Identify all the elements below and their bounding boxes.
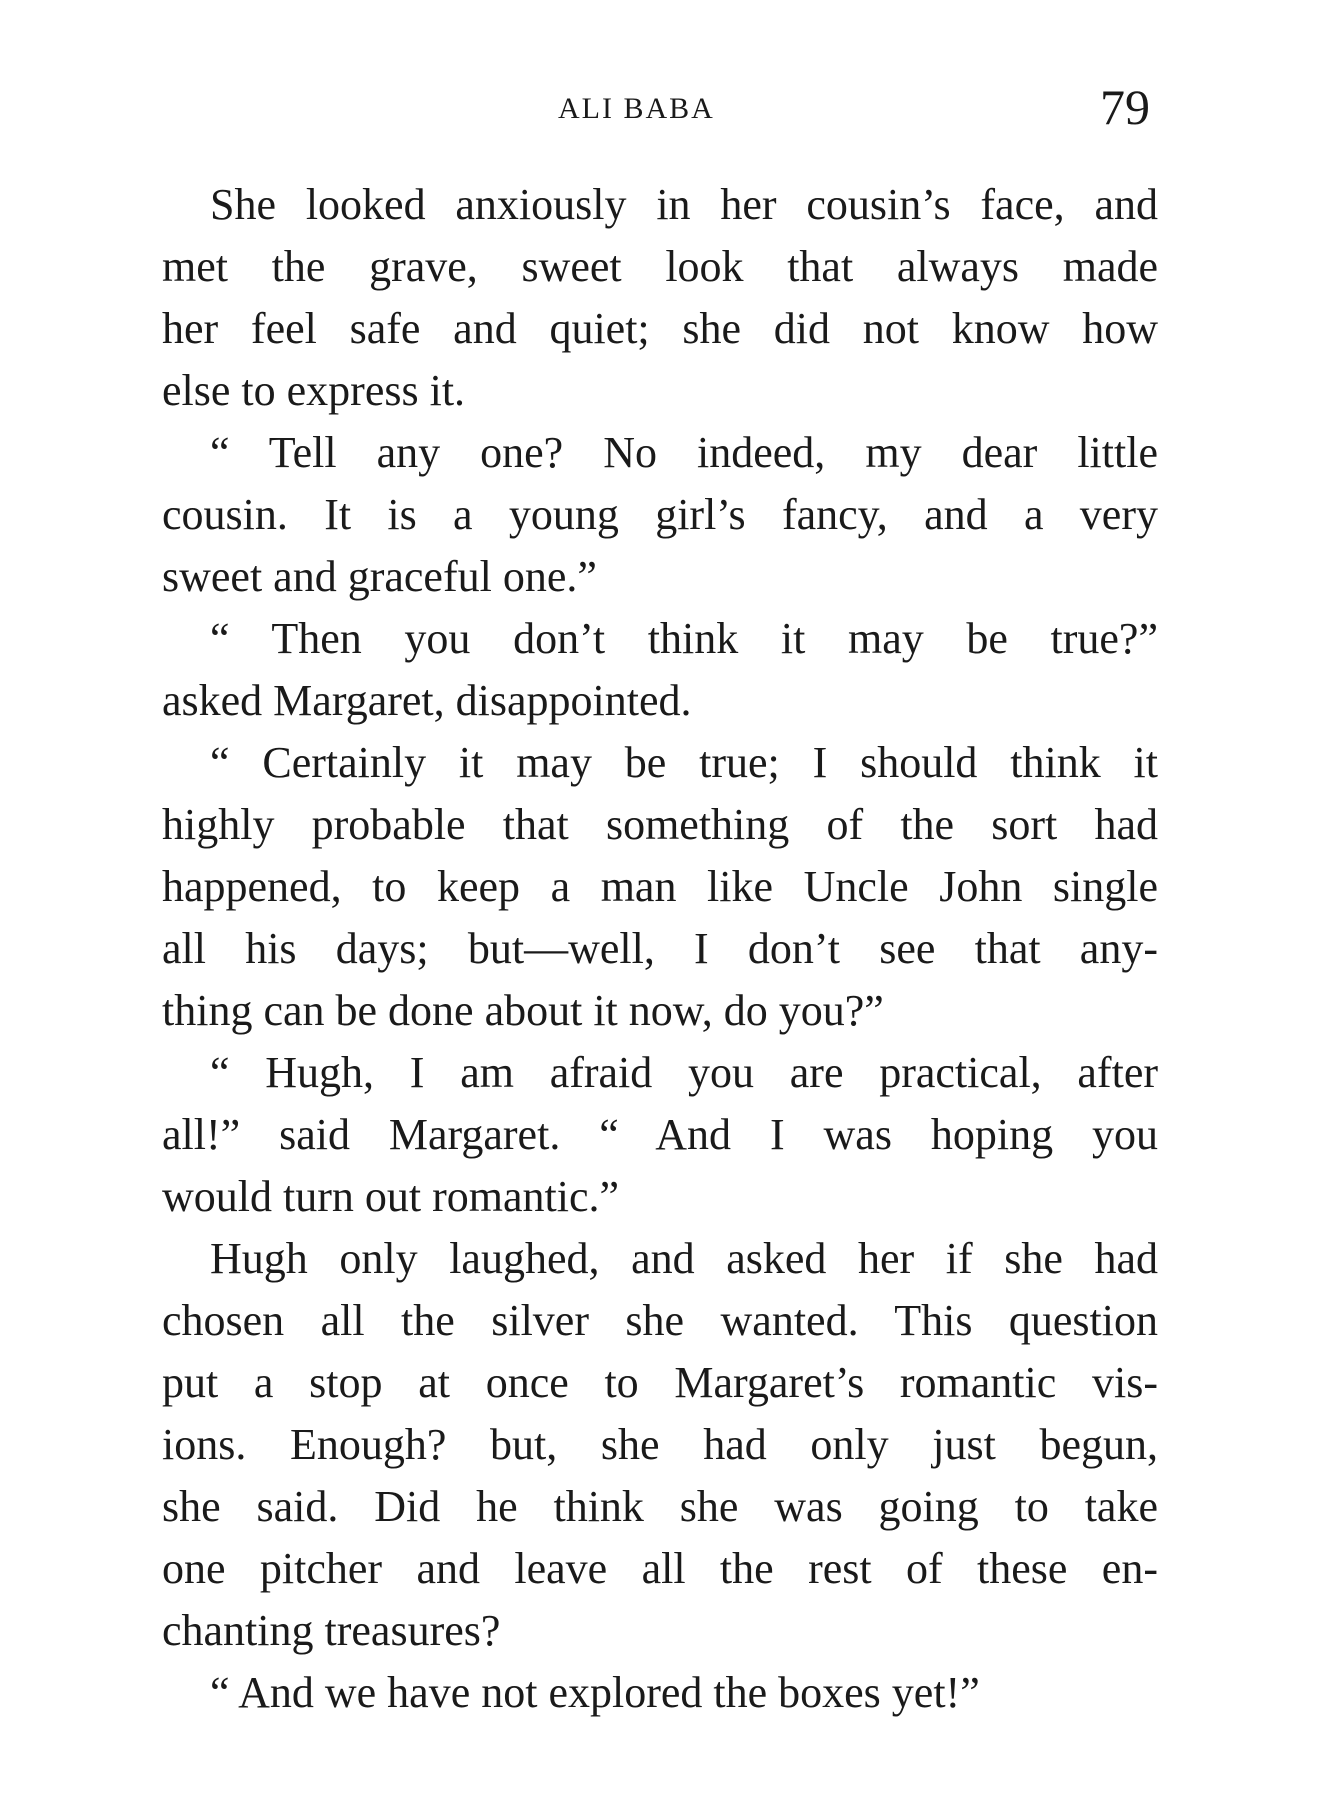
body-text [162,174,1158,1724]
text-line: highly probable that something of the sort had [162,800,1158,849]
text-line: “ Tell any one? No indeed, my dear little [210,428,1158,477]
text-line: She looked anxiously in her cousin’s face, and [210,180,1158,229]
text-line: all!” said Margaret. “ And I was hoping you [162,1110,1158,1159]
text-line: “ Then you don’t think it may be true?” [210,614,1158,663]
text-line: “ Certainly it may be true; I should think it [210,738,1158,787]
text-line: sweet and graceful one.” [162,552,597,601]
text-line: chosen all the silver she wanted. This question [162,1296,1158,1345]
text-line: one pitcher and leave all the rest of these en- [162,1544,1158,1593]
paragraph [162,174,1158,422]
paragraph [162,1042,1158,1228]
text-line: met the grave, sweet look that always made [162,242,1158,291]
text-line: cousin. It is a young girl’s fancy, and a very [162,490,1158,539]
text-line: happened, to keep a man like Uncle John single [162,862,1158,911]
text-line: would turn out romantic.” [162,1172,620,1221]
running-head: ALI BABA [558,92,715,125]
text-line: chanting treasures? [162,1606,501,1655]
page-number: 79 [1100,79,1150,135]
text-line: “ And we have not explored the boxes yet!” [210,1668,980,1717]
text-line: thing can be done about it now, do you?” [162,986,884,1035]
paragraph [162,422,1158,608]
text-line: put a stop at once to Margaret’s romantic vis- [162,1358,1158,1407]
text-line: all his days; but—well, I don’t see that any- [162,924,1158,973]
text-line: “ Hugh, I am afraid you are practical, after [210,1048,1158,1097]
text-line: else to express it. [162,366,466,415]
paragraph [162,1662,1158,1724]
paragraph [162,732,1158,1042]
paragraph [162,608,1158,732]
text-line: her feel safe and quiet; she did not know how [162,304,1158,353]
text-line: Hugh only laughed, and asked her if she had [210,1234,1158,1283]
page-header [0,78,1326,138]
text-line: ions. Enough? but, she had only just begun, [162,1420,1158,1469]
text-line: asked Margaret, disappointed. [162,676,692,725]
text-line: she said. Did he think she was going to take [162,1482,1158,1531]
paragraph [162,1228,1158,1662]
